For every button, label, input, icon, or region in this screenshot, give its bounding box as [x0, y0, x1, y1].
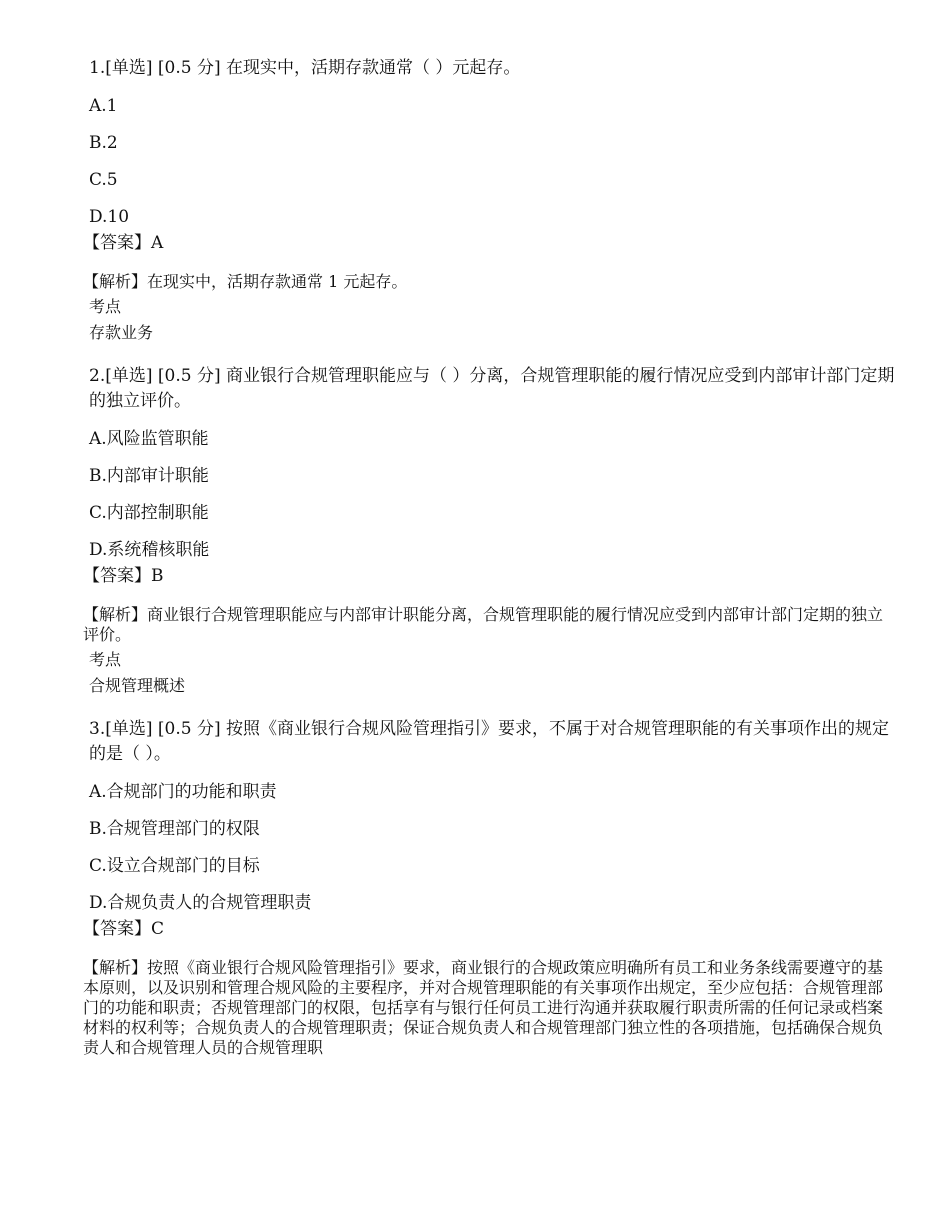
- document-page: [83, 56, 897, 1060]
- question-stem: 1.[单选] [0.5 分] 在现实中，活期存款通常（ ）元起存。: [89, 58, 521, 78]
- option-b: B.合规管理部门的权限: [89, 819, 260, 839]
- option-c: C.内部控制职能: [89, 503, 209, 523]
- option-d: D.合规负责人的合规管理职责: [89, 893, 312, 913]
- option-a: A.风险监管职能: [89, 429, 209, 449]
- answer: 【答案】B: [83, 566, 164, 586]
- topic: 合规管理概述: [89, 676, 186, 695]
- question-3: [83, 717, 897, 1058]
- question-1: [83, 56, 897, 346]
- question-2: [83, 364, 897, 699]
- option-c: C.5: [89, 170, 118, 190]
- answer: 【答案】A: [83, 233, 164, 253]
- question-stem: 3.[单选] [0.5 分] 按照《商业银行合规风险管理指引》要求，不属于对合规管理职能的有关事项作出的规定的是（ ）。: [89, 719, 889, 764]
- question-stem: 2.[单选] [0.5 分] 商业银行合规管理职能应与（ ）分离，合规管理职能的履行情况应受到内部审计部门定期的独立评价。: [89, 366, 895, 411]
- kaodian-label: 考点: [89, 297, 122, 316]
- option-b: B.内部审计职能: [89, 466, 209, 486]
- answer: 【答案】C: [83, 919, 165, 939]
- option-b: B.2: [89, 133, 118, 153]
- option-d: D.系统稽核职能: [89, 540, 210, 560]
- topic: 存款业务: [89, 323, 154, 342]
- analysis: 【解析】在现实中，活期存款通常 1 元起存。: [83, 272, 408, 291]
- option-d: D.10: [89, 207, 130, 227]
- option-a: A.合规部门的功能和职责: [89, 782, 277, 802]
- analysis: 【解析】商业银行合规管理职能应与内部审计职能分离，合规管理职能的履行情况应受到内部审计部门定期的独立评价。: [83, 605, 884, 644]
- option-c: C.设立合规部门的目标: [89, 856, 260, 876]
- kaodian-label: 考点: [89, 650, 122, 669]
- analysis: 【解析】按照《商业银行合规风险管理指引》要求，商业银行的合规政策应明确所有员工和业务条线需要遵守的基本原则，以及识别和管理合规风险的主要程序，并对合规管理职能的有关事项作出规定，至少应包括：合规管理部门的功能和职责；否规管理部门的权限，包括享有与银行任何员工进行沟通并获取履行职责所需的任何记录或档案材料的权利等；合规负责人的合规管理职责；保证合规负责人和合规管理部门独立性的各项措施，包括确保合规负责人和合规管理人员的合规管理职: [83, 958, 884, 1057]
- option-a: A.1: [89, 96, 118, 116]
